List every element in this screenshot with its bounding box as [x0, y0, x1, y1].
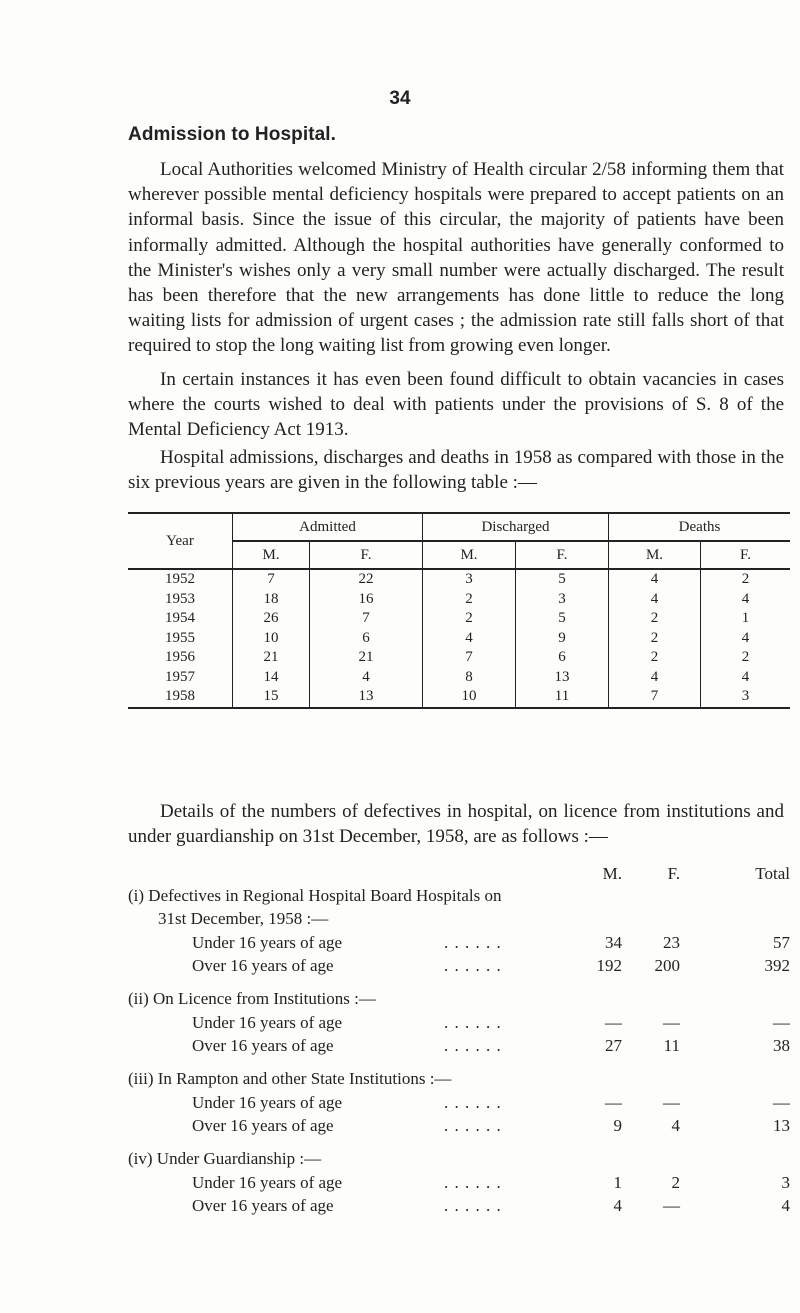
value-cell: 7	[609, 687, 701, 708]
year-cell: 1952	[165, 571, 195, 588]
value-cell: 4	[310, 668, 423, 688]
value-cell: 2	[701, 648, 791, 668]
value-cell: 2	[701, 569, 791, 590]
section-heading: Admission to Hospital.	[128, 124, 337, 145]
paragraph-details-intro: Details of the numbers of defectives in hospital, on licence from institutions and under guardianship on 31st December, 1958, are as follows :—	[128, 801, 784, 848]
value-m: 4	[613, 1196, 622, 1215]
value-cell: 7	[310, 609, 423, 629]
value-total: —	[773, 1013, 790, 1032]
value-cell: 4	[701, 629, 791, 649]
sub-header: F.	[701, 541, 791, 569]
admissions-table	[128, 512, 790, 709]
value-cell: 2	[423, 609, 516, 629]
value-cell: 15	[233, 687, 310, 708]
sub-header: M.	[423, 541, 516, 569]
paragraph-table-intro: Hospital admissions, discharges and deaths in 1958 as compared with those in the six previous years are given in the following table :—	[128, 447, 784, 494]
value-cell: 7	[423, 648, 516, 668]
row-label: Under 16 years of age	[192, 1013, 343, 1032]
value-f: 4	[671, 1116, 680, 1135]
value-cell: 8	[423, 668, 516, 688]
year-cell: 1953	[165, 590, 195, 607]
value-m: 34	[605, 933, 622, 952]
value-cell: 9	[516, 629, 609, 649]
group-header-admitted: Admitted	[233, 513, 423, 541]
col-header-f: F.	[667, 864, 680, 883]
row-label: Over 16 years of age	[192, 1196, 334, 1215]
dot-leader: . . . . . .	[444, 1173, 502, 1192]
row-label: Under 16 years of age	[192, 933, 343, 952]
group-header-discharged: Discharged	[423, 513, 609, 541]
value-cell: 26	[233, 609, 310, 629]
value-cell: 21	[233, 648, 310, 668]
dot-leader: . . . . . .	[444, 1013, 502, 1032]
value-cell: 2	[423, 590, 516, 610]
value-cell: 10	[423, 687, 516, 708]
group-header-deaths: Deaths	[609, 513, 791, 541]
value-m: 9	[613, 1116, 622, 1135]
table-row	[128, 609, 790, 629]
value-m: 192	[596, 956, 622, 975]
table-row	[128, 648, 790, 668]
value-m: —	[605, 1093, 622, 1112]
value-cell: 2	[609, 648, 701, 668]
value-cell: 11	[516, 687, 609, 708]
sub-header: F.	[516, 541, 609, 569]
page-number: 34	[389, 88, 411, 109]
value-total: 57	[773, 933, 790, 952]
dot-leader: . . . . . .	[444, 1116, 502, 1135]
row-label: Over 16 years of age	[192, 1036, 334, 1055]
sub-header: M.	[233, 541, 310, 569]
dot-leader: . . . . . .	[444, 1196, 502, 1215]
year-cell: 1957	[165, 668, 195, 685]
section-title: (i) Defectives in Regional Hospital Board Hospitals on	[128, 886, 502, 905]
value-total: —	[773, 1093, 790, 1112]
value-total: 4	[781, 1196, 790, 1215]
value-cell: 1	[701, 609, 791, 629]
value-cell: 13	[516, 668, 609, 688]
value-f: 23	[663, 933, 680, 952]
dot-leader: . . . . . .	[444, 1093, 502, 1112]
sub-header: F.	[310, 541, 423, 569]
value-cell: 14	[233, 668, 310, 688]
dot-leader: . . . . . .	[444, 956, 502, 975]
value-f: 2	[671, 1173, 680, 1192]
value-f: —	[663, 1196, 680, 1215]
section-title: (iii) In Rampton and other State Institutions :—	[128, 1069, 452, 1088]
section-title-cont: 31st December, 1958 :—	[158, 909, 329, 928]
value-m: 27	[605, 1036, 622, 1055]
value-total: 392	[764, 956, 790, 975]
col-header-total: Total	[755, 864, 790, 883]
value-cell: 4	[609, 590, 701, 610]
value-cell: 6	[516, 648, 609, 668]
value-cell: 2	[609, 609, 701, 629]
value-cell: 4	[609, 668, 701, 688]
paragraph-courts: In certain instances it has even been found difficult to obtain vacancies in cases where the courts wished to deal with patients under the provisions of S. 8 of the Mental Deficiency Act 1913.	[128, 369, 784, 441]
value-cell: 4	[609, 569, 701, 590]
table-row	[128, 629, 790, 649]
row-label: Under 16 years of age	[192, 1093, 343, 1112]
value-cell: 4	[423, 629, 516, 649]
value-f: —	[663, 1013, 680, 1032]
value-total: 13	[773, 1116, 790, 1135]
value-f: 200	[654, 956, 680, 975]
year-cell: 1958	[165, 688, 195, 705]
dot-leader: . . . . . .	[444, 1036, 502, 1055]
value-f: 11	[663, 1036, 680, 1055]
dot-leader: . . . . . .	[444, 933, 502, 952]
row-label: Under 16 years of age	[192, 1173, 343, 1192]
value-f: —	[663, 1093, 680, 1112]
value-cell: 10	[233, 629, 310, 649]
year-cell: 1955	[165, 629, 195, 646]
value-cell: 16	[310, 590, 423, 610]
table-row	[128, 687, 790, 708]
value-cell: 21	[310, 648, 423, 668]
table-row	[128, 569, 790, 590]
year-cell: 1956	[165, 649, 195, 666]
year-header: Year	[128, 513, 233, 569]
section-title: (iv) Under Guardianship :—	[128, 1149, 322, 1168]
value-cell: 2	[609, 629, 701, 649]
value-cell: 3	[701, 687, 791, 708]
row-label: Over 16 years of age	[192, 956, 334, 975]
value-cell: 13	[310, 687, 423, 708]
value-total: 38	[773, 1036, 790, 1055]
value-cell: 3	[516, 590, 609, 610]
value-cell: 4	[701, 590, 791, 610]
value-cell: 3	[423, 569, 516, 590]
value-cell: 6	[310, 629, 423, 649]
value-cell: 22	[310, 569, 423, 590]
year-cell: 1954	[165, 610, 195, 627]
value-total: 3	[781, 1173, 790, 1192]
value-m: —	[605, 1013, 622, 1032]
value-m: 1	[613, 1173, 622, 1192]
col-header-m: M.	[602, 864, 622, 883]
section-title: (ii) On Licence from Institutions :—	[128, 989, 376, 1008]
value-cell: 18	[233, 590, 310, 610]
value-cell: 5	[516, 569, 609, 590]
value-cell: 4	[701, 668, 791, 688]
table-row	[128, 590, 790, 610]
value-cell: 5	[516, 609, 609, 629]
value-cell: 7	[233, 569, 310, 590]
table-row	[128, 668, 790, 688]
row-label: Over 16 years of age	[192, 1116, 334, 1135]
paragraph-circular: Local Authorities welcomed Ministry of Health circular 2/58 informing them that wherever possible mental deficiency hospitals were prepared to accept patients on an informal basis. Since the issue of this circular, the majority of patients have been informally admitted. Although the hospital authorities have generally conformed to the Minister's wishes only a very small number were actually discharged. The result has been therefore that the new arrangements has done little to reduce the long waiting lists for admission of urgent cases ; the admission rate still falls short of that required to stop the long waiting list from growing even longer.	[128, 159, 784, 357]
sub-header: M.	[609, 541, 701, 569]
